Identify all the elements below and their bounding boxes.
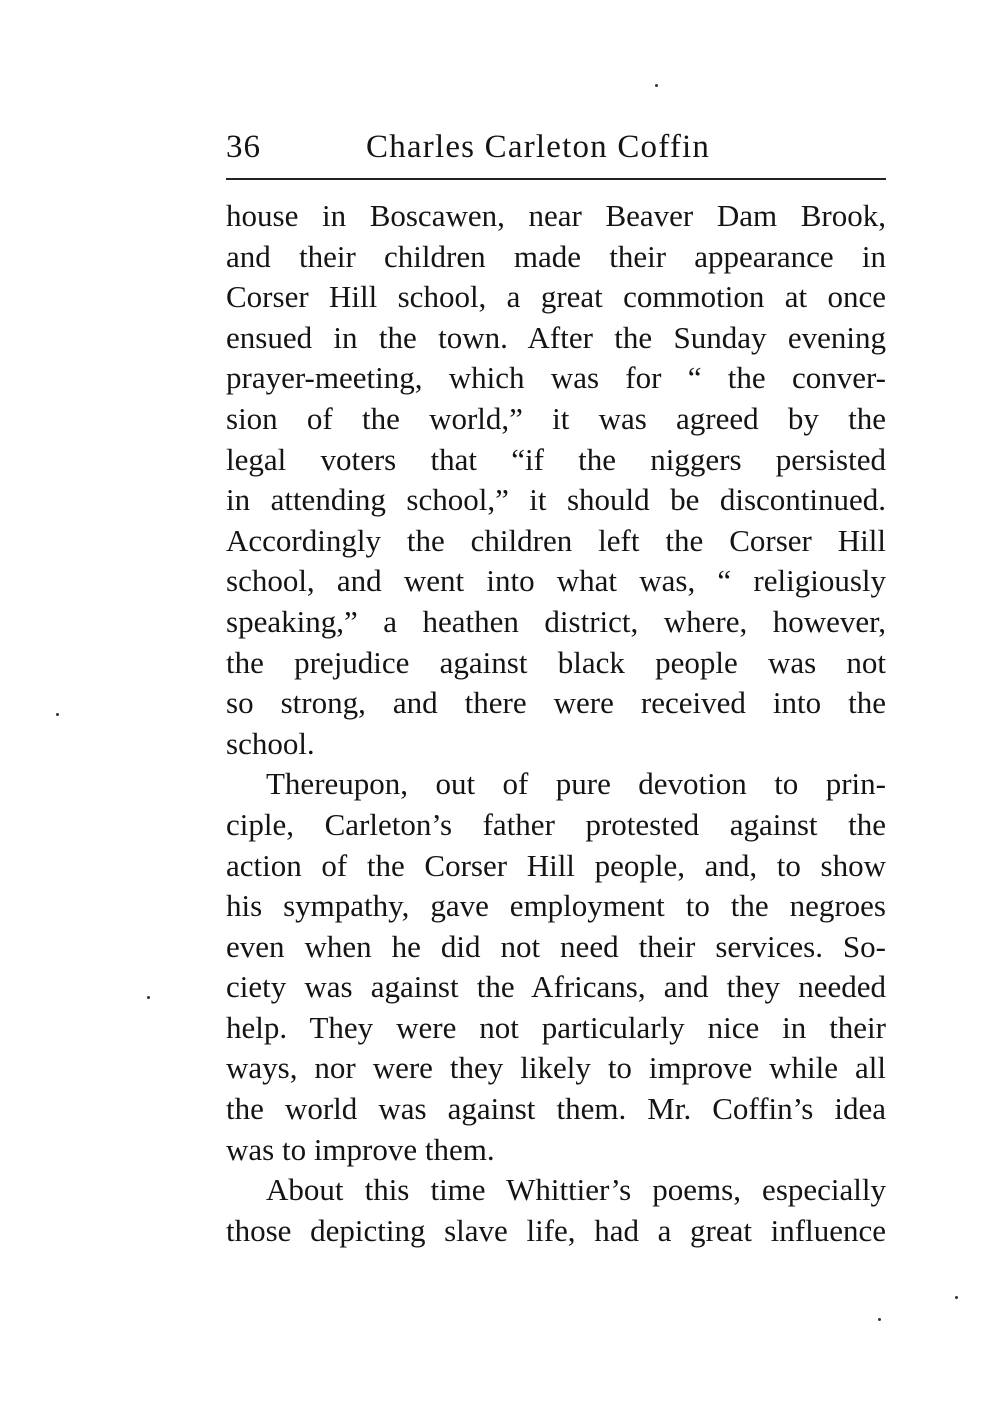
text-line: ciple, Carleton’s father protested against the [226,806,886,842]
text-line: Accordingly the children left the Corser Hill [226,522,886,558]
text-line: in attending school,” it should be discontinued. [226,482,886,518]
text-line: prayer-meeting, which was for “ the conver- [226,360,886,396]
text-line: Corser Hill school, a great commotion at once [226,279,886,315]
text-line: even when he did not need their services. So- [226,928,886,964]
page-number: 36 [226,129,261,165]
scan-speck [147,996,150,999]
text-line: action of the Corser Hill people, and, to show [226,847,886,883]
running-head [226,124,886,170]
text-line: house in Boscawen, near Beaver Dam Brook, [226,198,886,233]
scan-speck [655,84,658,87]
text-line: Thereupon, out of pure devotion to prin- [266,766,886,802]
scan-speck [878,1318,881,1321]
text-line: sion of the world,” it was agreed by the [226,400,886,436]
text-line: ways, nor were they likely to improve while all [226,1050,886,1086]
text-line: and their children made their appearance in [226,238,886,274]
text-line: help. They were not particularly nice in their [226,1009,886,1045]
text-line: About this time Whittier’s poems, especially [266,1172,886,1208]
text-line: his sympathy, gave employment to the negroes [226,888,886,924]
text-line: legal voters that “if the niggers persisted [226,441,886,477]
text-line: school, and went into what was, “ religiously [226,563,886,599]
scan-speck [955,1296,958,1299]
text-line: so strong, and there were received into the [226,685,886,721]
header-rule [226,178,886,180]
text-line: speaking,” a heathen district, where, however, [226,603,886,639]
text-line: the prejudice against black people was not [226,644,886,680]
scan-speck [56,713,59,716]
text-line: those depicting slave life, had a great influence [226,1212,886,1248]
text-line: ensued in the town. After the Sunday evening [226,319,886,355]
running-title: Charles Carleton Coffin [366,129,711,165]
text-line: school. [226,725,315,761]
text-line: the world was against them. Mr. Coffin’s idea [226,1091,886,1127]
body-text [226,196,886,1251]
text-line: was to improve them. [226,1131,495,1167]
text-line: ciety was against the Africans, and they needed [226,969,886,1005]
